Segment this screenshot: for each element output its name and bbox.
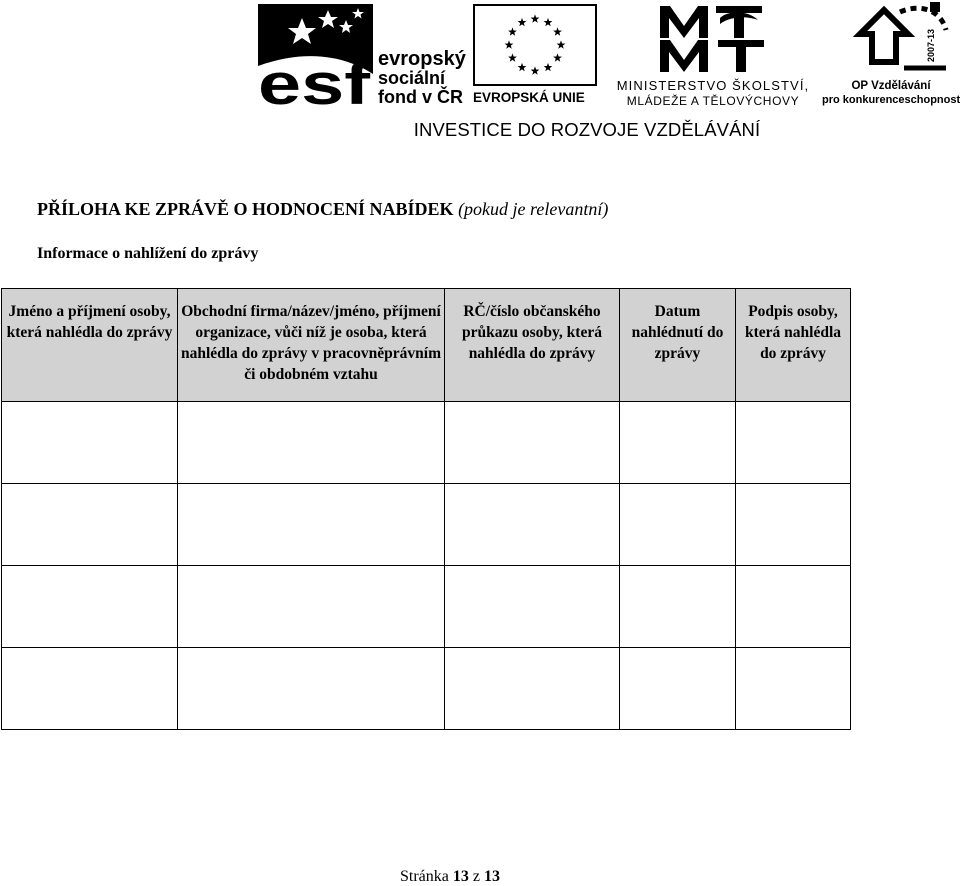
page-footer: [0, 868, 960, 886]
inspection-table: [1, 288, 851, 730]
table-row: [2, 484, 851, 566]
cell-id-number[interactable]: [445, 566, 620, 648]
cell-organization[interactable]: [178, 648, 445, 730]
header-organization: Obchodní firma/název/jméno, příjmení organizace, vůči níž je osoba, která nahlédla do zprávy v pracovněprávním či obdobném vztahu: [178, 289, 445, 402]
svg-text:esf: esf: [258, 52, 371, 108]
header-date: Datum nahlédnutí do zprávy: [620, 289, 736, 402]
footer-total-pages: 13: [483, 868, 500, 885]
eu-label: EVROPSKÁ UNIE: [473, 90, 585, 105]
header-name: Jméno a příjmení osoby, která nahlédla do zprávy: [2, 289, 178, 402]
header-signature: Podpis osoby, která nahlédla do zprávy: [736, 289, 851, 402]
cell-organization[interactable]: [178, 566, 445, 648]
attachment-title-text: PŘÍLOHA KE ZPRÁVĚ O HODNOCENÍ NABÍDEK: [37, 199, 454, 219]
eu-star-icon: [544, 63, 553, 71]
cell-organization[interactable]: [178, 402, 445, 484]
esf-mark-icon: [258, 4, 373, 108]
msmt-mark-icon: [658, 4, 766, 74]
cell-id-number[interactable]: [445, 402, 620, 484]
svg-text:2007-13: 2007-13: [926, 28, 936, 62]
op-mark-icon: [850, 2, 950, 82]
eu-star-icon: [544, 18, 553, 26]
eu-star-icon: [553, 53, 562, 61]
table-row: [2, 648, 851, 730]
cell-name[interactable]: [2, 402, 178, 484]
footer-current-page: 13: [452, 868, 469, 885]
eu-star-icon: [553, 27, 562, 35]
cell-date[interactable]: [620, 566, 736, 648]
cell-signature[interactable]: [736, 402, 851, 484]
eu-star-icon: [518, 63, 527, 71]
cell-organization[interactable]: [178, 484, 445, 566]
esf-line-1: evropský: [378, 48, 466, 70]
cell-id-number[interactable]: [445, 484, 620, 566]
attachment-note: (pokud je relevantní): [458, 199, 609, 219]
op-line-1: OP Vzdělávání: [851, 80, 931, 92]
op-logo: [822, 2, 960, 108]
cell-signature[interactable]: [736, 484, 851, 566]
esf-logo: [258, 4, 466, 108]
table-header-row: [2, 289, 851, 402]
eu-logo: [473, 4, 599, 108]
eu-star-icon: [518, 18, 527, 26]
header-id-number: RČ/číslo občanského průkazu osoby, která nahlédla do zprávy: [445, 289, 620, 402]
cell-signature[interactable]: [736, 566, 851, 648]
eu-star-icon: [531, 66, 540, 74]
eu-star-icon: [531, 14, 540, 22]
cell-name[interactable]: [2, 484, 178, 566]
msmt-line-1: MINISTERSTVO ŠKOLSTVÍ,: [616, 78, 810, 93]
eu-star-icon: [557, 40, 566, 48]
attachment-title: [37, 199, 608, 220]
cell-name[interactable]: [2, 566, 178, 648]
section-subtitle: Informace o nahlížení do zprávy: [37, 245, 259, 262]
cell-signature[interactable]: [736, 648, 851, 730]
footer-prefix: Stránka: [400, 868, 449, 885]
eu-star-icon: [505, 40, 514, 48]
esf-line-3: fond v ČR: [378, 87, 463, 107]
cell-id-number[interactable]: [445, 648, 620, 730]
msmt-line-2: MLÁDEŽE A TĚLOVÝCHOVY: [626, 94, 800, 108]
msmt-logo: [606, 4, 820, 108]
eu-flag-icon: [473, 4, 597, 86]
logo-band: [0, 0, 960, 150]
cell-date[interactable]: [620, 402, 736, 484]
eu-star-icon: [508, 27, 517, 35]
esf-line-2: sociální: [378, 68, 446, 88]
footer-separator: z: [472, 868, 480, 885]
cell-date[interactable]: [620, 484, 736, 566]
cell-date[interactable]: [620, 648, 736, 730]
table-row: [2, 566, 851, 648]
op-line-2: pro konkurenceschopnost: [822, 94, 960, 106]
table-row: [2, 402, 851, 484]
tagline: INVESTICE DO ROZVOJE VZDĚLÁVÁNÍ: [413, 119, 761, 140]
eu-star-icon: [508, 53, 517, 61]
cell-name[interactable]: [2, 648, 178, 730]
